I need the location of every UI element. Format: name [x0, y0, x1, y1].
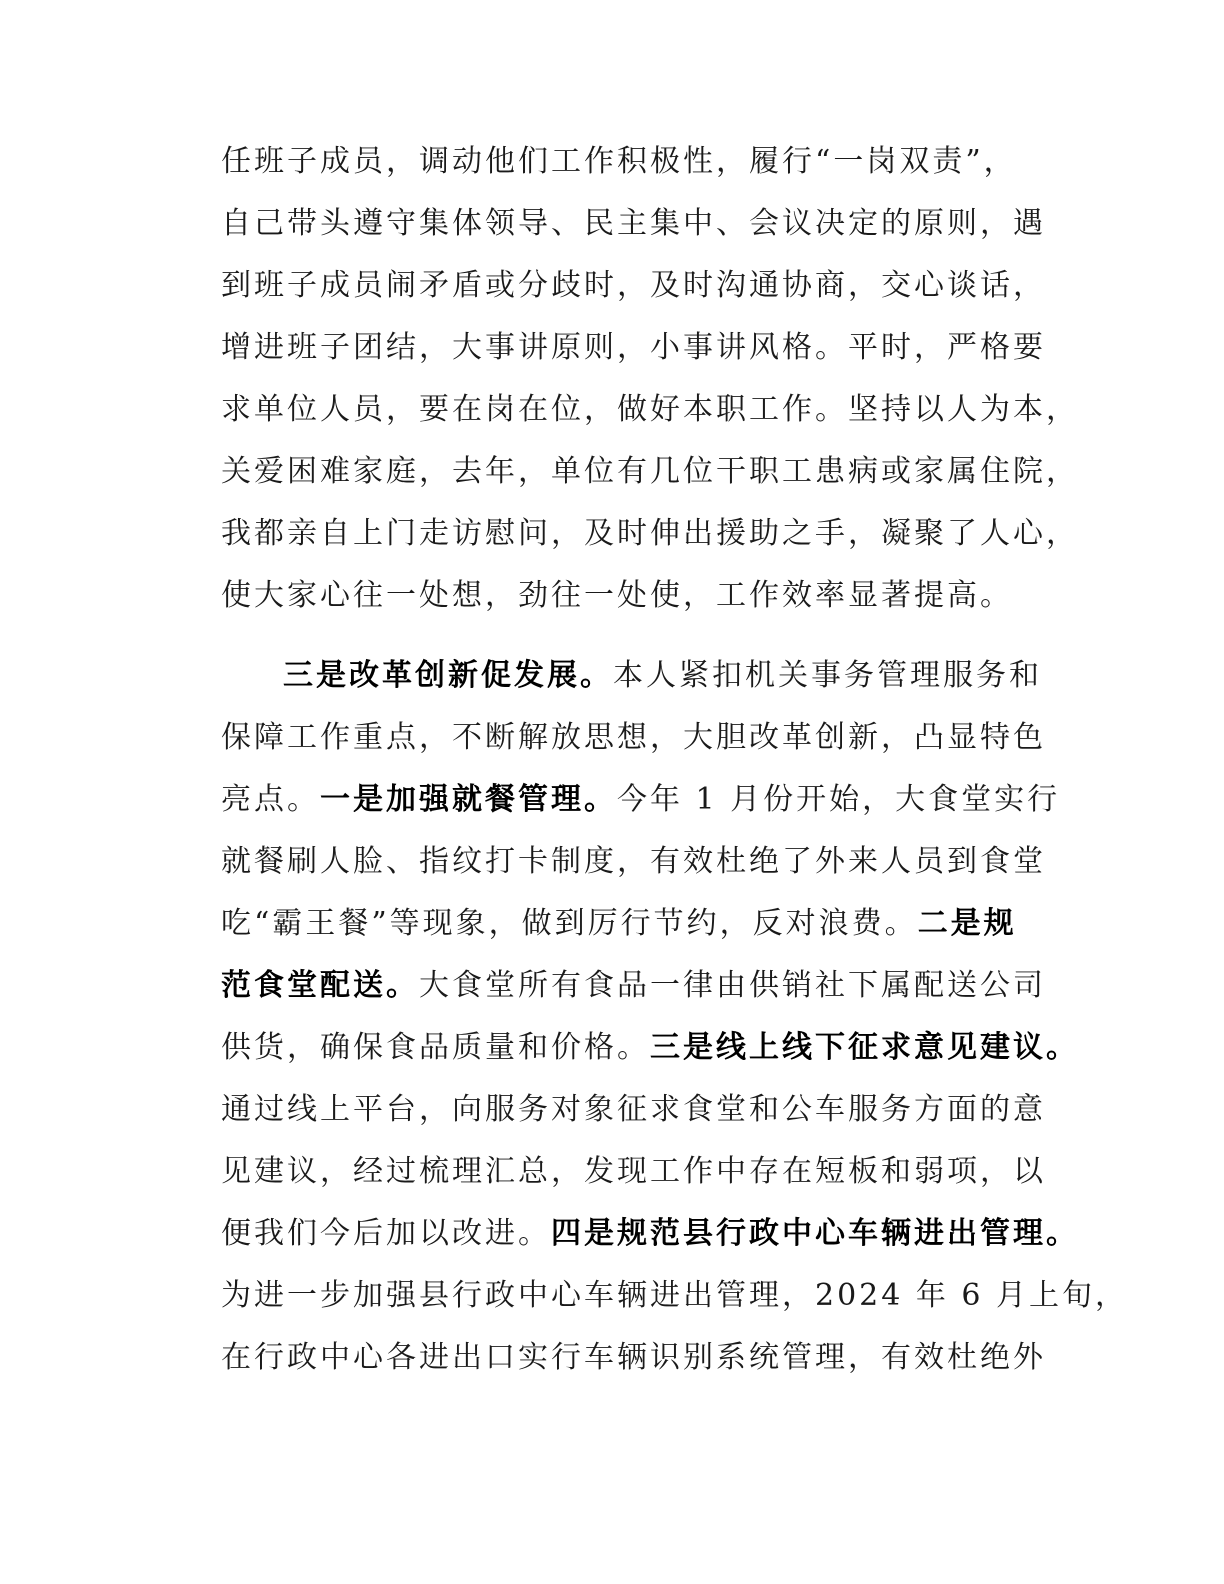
- text-line: [221, 831, 1046, 893]
- text-run: 为进一步加强县行政中心车辆进出管理，2024 年 6 月上旬，: [221, 1278, 1129, 1313]
- text-line: [221, 1265, 1129, 1327]
- text-line: 自己带头遵守集体领导、民主集中、会议决定的原则，遇: [221, 206, 1046, 241]
- text-run: 亮点。: [221, 782, 320, 817]
- text-run: 今年 1 月份开始，大食堂实行: [617, 782, 1061, 817]
- paragraph-2: [221, 645, 1129, 1389]
- item-heading: 四是规范县行政中心车辆进出管理。: [551, 1216, 1079, 1251]
- section-heading: 三是改革创新促发展。: [283, 658, 613, 693]
- text-line: 关爱困难家庭，去年，单位有几位干职工患病或家属住院，: [221, 454, 1079, 489]
- text-run: 就餐刷人脸、指纹打卡制度，有效杜绝了外来人员到食堂: [221, 844, 1046, 879]
- text-line: [221, 955, 1046, 1017]
- item-heading: 范食堂配送。: [221, 968, 419, 1003]
- text-line: [221, 893, 1041, 955]
- text-line: [221, 1203, 1079, 1265]
- text-line: 我都亲自上门走访慰问，及时伸出援助之手，凝聚了人心，: [221, 516, 1079, 551]
- text-run: 通过线上平台，向服务对象征求食堂和公车服务方面的意: [221, 1092, 1046, 1127]
- text-run: 保障工作重点，不断解放思想，大胆改革创新，凸显特色: [221, 720, 1046, 755]
- text-line: [221, 1327, 1046, 1389]
- text-run: 供货，确保食品质量和价格。: [221, 1030, 650, 1065]
- text-run: 大食堂所有食品一律由供销社下属配送公司: [419, 968, 1046, 1003]
- text-run: 在行政中心各进出口实行车辆识别系统管理，有效杜绝外: [221, 1340, 1046, 1375]
- paragraph-1: [221, 131, 1079, 627]
- text-run: 便我们今后加以改进。: [221, 1216, 551, 1251]
- text-line: [221, 769, 1061, 831]
- text-run: 见建议，经过梳理汇总，发现工作中存在短板和弱项，以: [221, 1154, 1046, 1189]
- text-line: 求单位人员，要在岗在位，做好本职工作。坚持以人为本，: [221, 392, 1079, 427]
- text-line: 到班子成员闹矛盾或分歧时，及时沟通协商，交心谈话，: [221, 268, 1046, 303]
- text-line: [221, 707, 1046, 769]
- text-line: [221, 645, 1041, 707]
- item-heading: 三是线上线下征求意见建议。: [650, 1030, 1079, 1065]
- text-line: [221, 1141, 1046, 1203]
- item-heading: 一是加强就餐管理。: [320, 782, 617, 817]
- text-run: 本人紧扣机关事务管理服务和: [613, 658, 1042, 693]
- text-line: [221, 1017, 1079, 1079]
- text-run: 吃“霸王餐”等现象，做到厉行节约，反对浪费。: [221, 906, 918, 941]
- text-line: 增进班子团结，大事讲原则，小事讲风格。平时，严格要: [221, 330, 1046, 365]
- text-line: 任班子成员，调动他们工作积极性，履行“一岗双责”，: [221, 144, 1017, 179]
- text-line: [221, 1079, 1046, 1141]
- text-line: 使大家心往一处想，劲往一处使，工作效率显著提高。: [221, 578, 1013, 613]
- item-heading: 二是规: [917, 906, 1017, 941]
